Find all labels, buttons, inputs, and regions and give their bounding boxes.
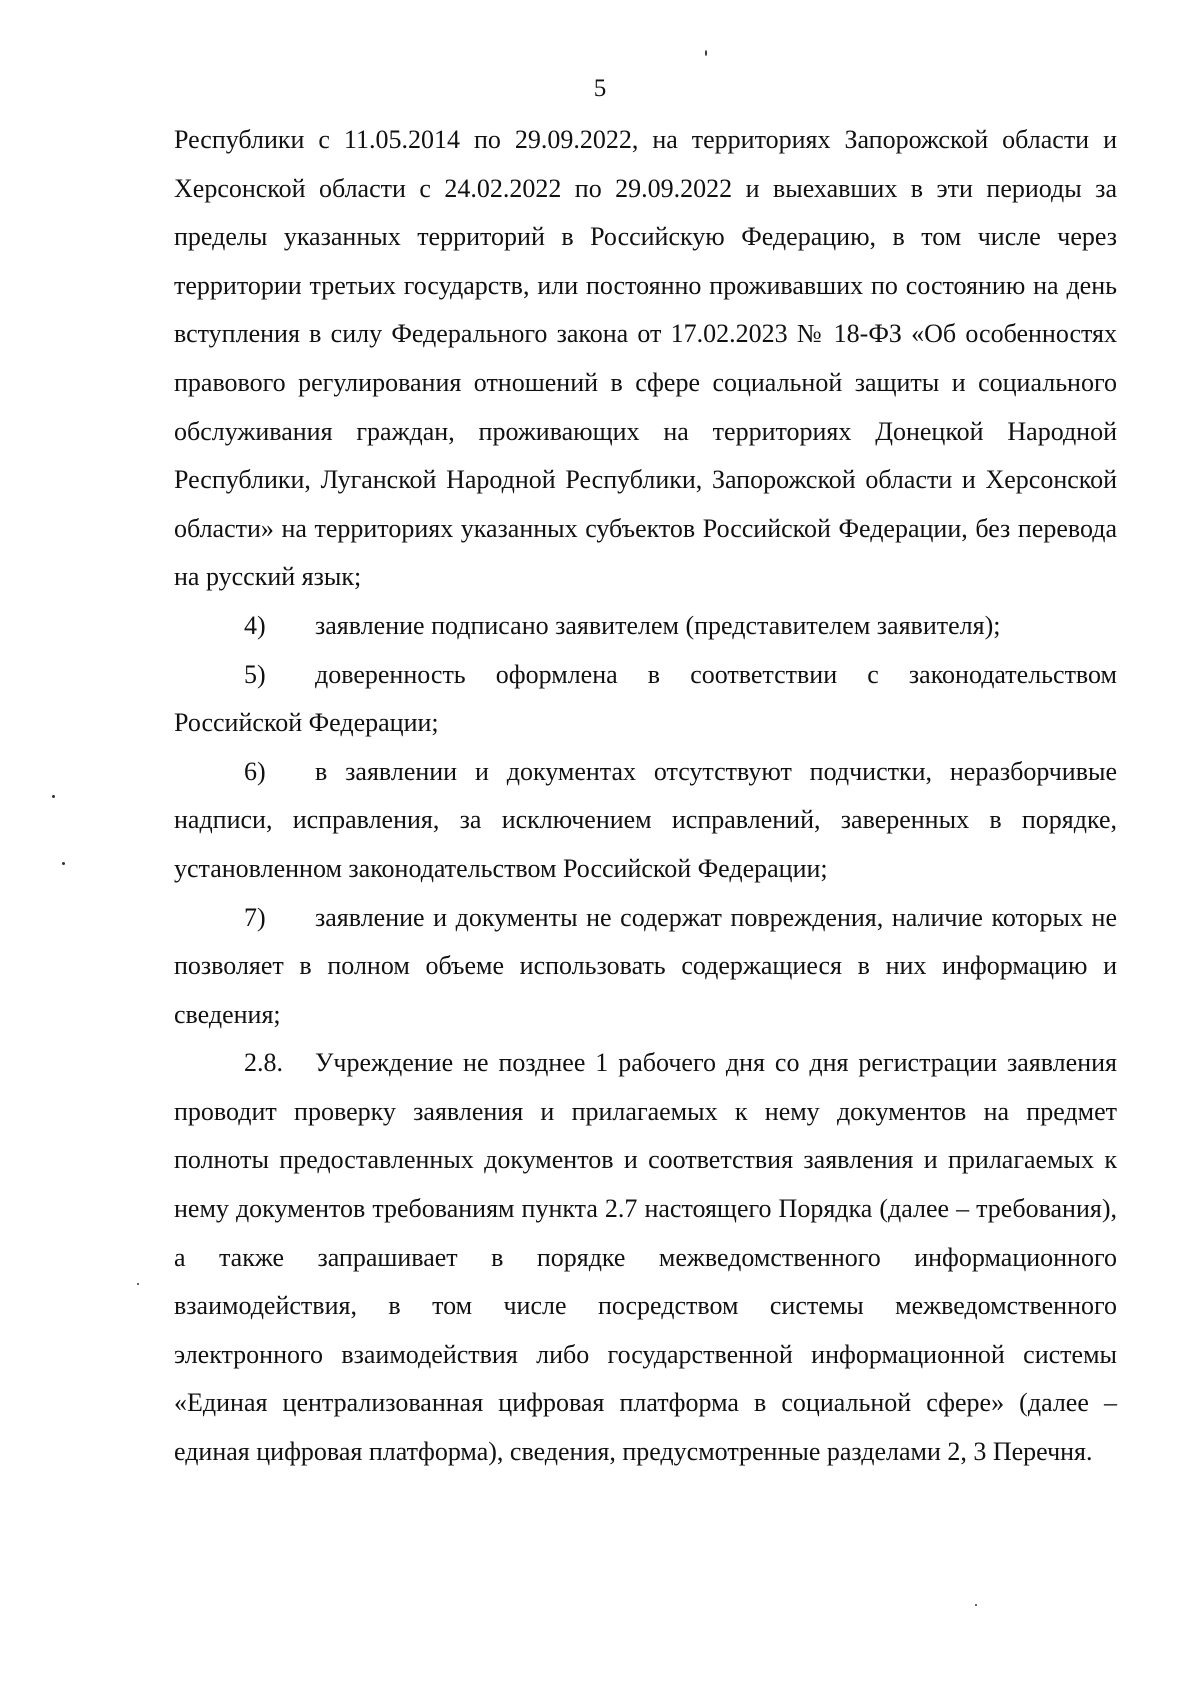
list-item-number: 4)	[244, 610, 266, 640]
list-item-number: 6)	[244, 756, 266, 786]
scan-speck	[975, 1604, 977, 1606]
clause-number: 2.8.	[244, 1048, 283, 1078]
list-item-text: заявление и документы не содержат повреждения, наличие которых не позволяет в полном объеме использовать содержащиеся в них информацию и сведения;	[174, 902, 1117, 1029]
scan-speck	[52, 795, 55, 798]
list-item-text: в заявлении и документах отсутствуют подчистки, неразборчивые надписи, исправления, за исключением исправлений, заверенных в порядке, установленном законодательством Российской Федерации;	[174, 756, 1117, 883]
list-item-text: заявление подписано заявителем (представителем заявителя);	[315, 610, 1001, 640]
list-item-text: доверенность оформлена в соответствии с законодательством Российской Федерации;	[174, 659, 1117, 738]
list-item-number: 5)	[244, 659, 266, 689]
paragraph-text: Республики с 11.05.2014 по 29.09.2022, на территориях Запорожской области и Херсонской области с 24.02.2022 по 29.09.2022 и выехавших в эти периоды за пределы указанных территорий в Российскую Федерацию, в том числе через территории третьих государств, или постоянно проживавших по состоянию на день вступления в силу Федерального закона от 17.02.2023 № 18-ФЗ «Об особенностях правового регулирования отношений в сфере социальной защиты и социального обслуживания граждан, проживающих на территориях Донецкой Народной Республики, Луганской Народной Республики, Запорожской области и Херсонской области» на территориях указанных субъектов Российской Федерации, без перевода на русский язык;	[174, 125, 1117, 592]
page-number: 5	[593, 75, 607, 102]
clause-2-8	[174, 1039, 1117, 1476]
list-item-5	[174, 651, 1117, 748]
paragraph-continuation	[174, 116, 1117, 602]
list-item-number: 7)	[244, 902, 266, 932]
list-item-4	[174, 602, 1117, 651]
list-item-6	[174, 748, 1117, 894]
clause-text: Учреждение не позднее 1 рабочего дня со дня регистрации заявления проводит проверку заявления и прилагаемых к нему документов на предмет полноты предоставленных документов и соответствия заявления и прилагаемых к нему документов требованиям пункта 2.7 настоящего Порядка (далее – требования), а также запрашивает в порядке межведомственного информационного взаимодействия, в том числе посредством системы межведомственного электронного взаимодействия либо государственной информационной системы «Единая централизованная цифровая платформа в социальной сфере» (далее – единая цифровая платформа), сведения, предусмотренные разделами 2, 3 Перечня.	[174, 1048, 1117, 1467]
document-body	[174, 116, 1117, 1477]
scan-speck	[137, 1283, 139, 1285]
scan-speck	[705, 50, 707, 56]
list-item-7	[174, 894, 1117, 1040]
scan-speck	[62, 862, 65, 865]
